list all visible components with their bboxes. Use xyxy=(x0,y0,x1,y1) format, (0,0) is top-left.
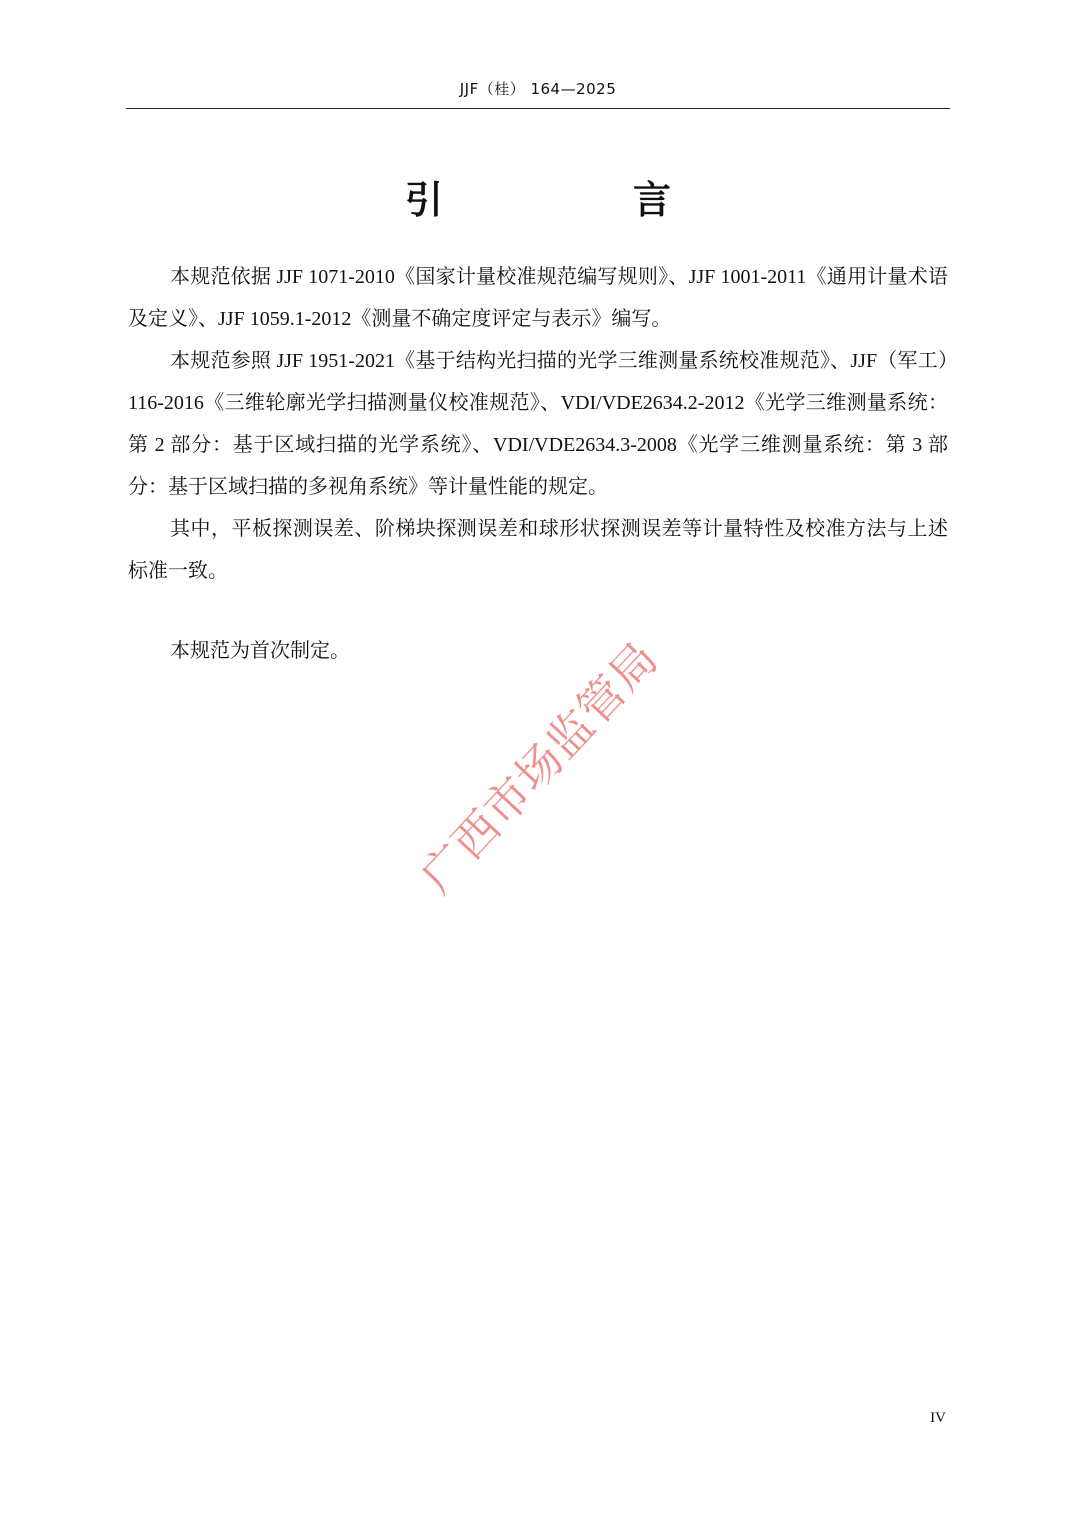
page-number: IV xyxy=(930,1410,946,1426)
paragraph-1: 本规范依据 JJF 1071-2010《国家计量校准规范编写规则》、JJF 1001-2011《通用计量术语及定义》、JJF 1059.1-2012《测量不确定度评定与表示》编写。 xyxy=(128,266,948,330)
body-text xyxy=(128,256,948,672)
paragraph-4: 本规范为首次制定。 xyxy=(170,640,350,662)
watermark: 广西市场监管局 xyxy=(410,631,669,904)
header-rule xyxy=(126,108,950,109)
page-title: 引 言 xyxy=(404,178,747,222)
paragraph-2: 本规范参照 JJF 1951-2021《基于结构光扫描的光学三维测量系统校准规范》、JJF（军工）116-2016《三维轮廓光学扫描测量仪校准规范》、VDI/VDE2634.2-2012《光学三维测量系统：第 2 部分：基于区域扫描的光学系统》、VDI/VDE2634.3-2008《光学三维测量系统：第 3 部分：基于区域扫描的多视角系统》等计量性能的规定。 xyxy=(128,350,948,498)
paragraph-3: 其中，平板探测误差、阶梯块探测误差和球形状探测误差等计量特性及校准方法与上述标准一致。 xyxy=(128,518,948,582)
running-header: JJF（桂） 164—2025 xyxy=(459,80,617,98)
